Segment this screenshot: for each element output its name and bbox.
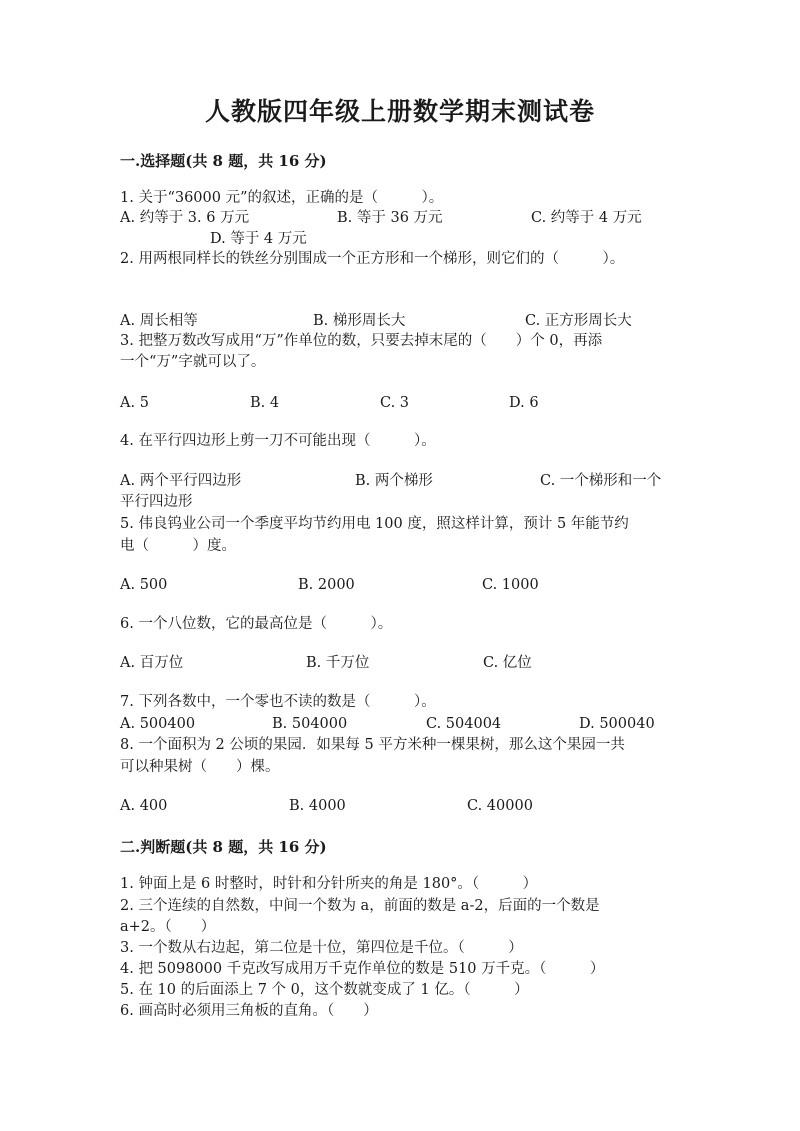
question-2-option-a: A. 周长相等 [120,313,198,329]
question-6-option-b: B. 千万位 [306,655,370,671]
question-1-option-d: D. 等于 4 万元 [210,231,307,247]
question-1-stem: 1. 关于“36000 元”的叙述，正确的是（ ）。 [120,190,444,206]
question-5-option-a: A. 500 [120,577,168,593]
question-5-stem-line2: 电（ ）度。 [120,538,236,554]
question-2-option-c: C. 正方形周长大 [525,313,632,329]
question-7-stem: 7. 下列各数中，一个零也不读的数是（ ）。 [120,694,436,710]
tf-item-2-continued: a+2。（ ） [120,919,216,935]
section-heading-true-false: 二.判断题(共 8 题，共 16 分) [120,838,327,856]
tf-item-2: 2. 三个连续的自然数，中间一个数为 a，前面的数是 a-2，后面的一个数是 [120,898,600,914]
question-1-option-a: A. 约等于 3. 6 万元 [120,210,250,226]
question-3-stem-line1: 3. 把整万数改写成用“万”作单位的数，只要去掉末尾的（ ）个 0，再添 [120,333,603,349]
question-5-option-c: C. 1000 [482,577,539,593]
question-3-option-d: D. 6 [509,395,539,411]
question-5-option-b: B. 2000 [298,577,355,593]
question-4-stem: 4. 在平行四边形上剪一刀不可能出现（ ）。 [120,433,436,449]
question-8-option-b: B. 4000 [289,798,346,814]
question-8-option-c: C. 40000 [467,798,533,814]
question-4-option-c-continued: 平行四边形 [120,494,193,510]
question-3-option-b: B. 4 [250,395,280,411]
question-3-stem-line2: 一个“万”字就可以了。 [120,354,266,370]
question-5-stem-line1: 5. 伟良钨业公司一个季度平均节约用电 100 度，照这样计算，预计 5 年能节约 [120,516,629,532]
tf-item-6: 6. 画高时必须用三角板的直角。（ ） [120,1003,378,1019]
question-1-option-b: B. 等于 36 万元 [337,210,443,226]
question-4-option-b: B. 两个梯形 [355,473,433,489]
question-7-option-d: D. 500040 [579,716,655,732]
question-6-option-a: A. 百万位 [120,655,184,671]
question-1-option-c: C. 约等于 4 万元 [531,210,642,226]
page-title: 人教版四年级上册数学期末测试卷 [204,97,595,126]
tf-item-5: 5. 在 10 的后面添上 7 个 0，这个数就变成了 1 亿。（ ） [120,982,529,998]
tf-item-3: 3. 一个数从右边起，第二位是十位，第四位是千位。（ ） [120,940,523,956]
question-6-option-c: C. 亿位 [483,655,532,671]
question-3-option-a: A. 5 [120,395,149,411]
question-8-option-a: A. 400 [120,798,168,814]
tf-item-4: 4. 把 5098000 千克改写成用万千克作单位的数是 510 万千克。（ ） [120,961,605,977]
question-2-stem: 2. 用两根同样长的铁丝分别围成一个正方形和一个梯形，则它们的（ ）。 [120,251,625,267]
question-4-option-a: A. 两个平行四边形 [120,473,242,489]
question-8-stem-line2: 可以种果树（ ）棵。 [120,759,280,775]
question-7-option-a: A. 500400 [120,716,196,732]
question-2-option-b: B. 梯形周长大 [313,313,406,329]
section-heading-choice: 一.选择题(共 8 题，共 16 分) [120,152,327,170]
tf-item-1: 1. 钟面上是 6 时整时，时针和分针所夹的角是 180°。（ ） [120,876,538,892]
question-8-stem-line1: 8. 一个面积为 2 公顷的果园．如果每 5 平方米种一棵果树，那么这个果园一共 [120,737,625,753]
question-6-stem: 6. 一个八位数，它的最高位是（ ）。 [120,616,393,632]
question-4-option-c: C. 一个梯形和一个 [540,473,662,489]
question-7-option-b: B. 504000 [272,716,348,732]
question-7-option-c: C. 504004 [426,716,502,732]
question-3-option-c: C. 3 [380,395,410,411]
